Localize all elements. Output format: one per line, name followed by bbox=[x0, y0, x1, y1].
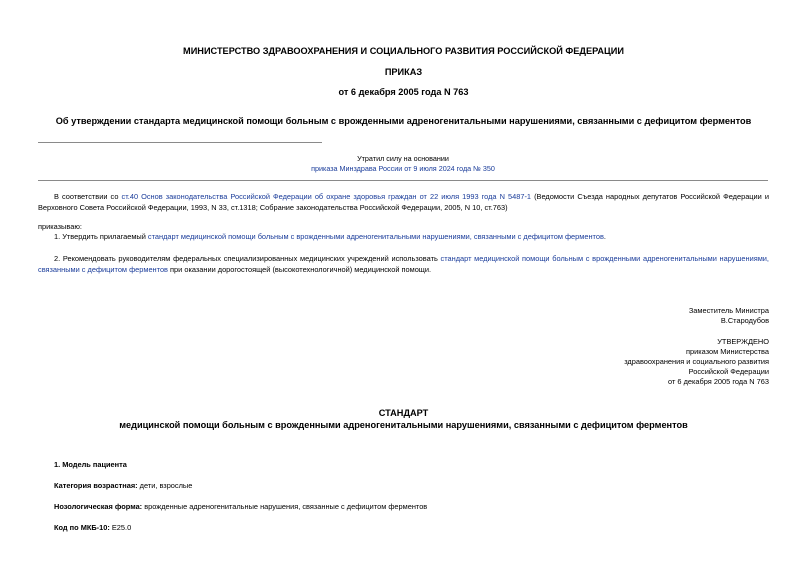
preamble-suffix: (Ведомости Съезда народных депутатов Российской Федерации и Верховного Совета Российской Федерации, 1993, N 33, ст.1318; Собрание законодательства Российской Федерации, 2005, N 10, ст.763) bbox=[38, 192, 769, 212]
age-category-value: дети, взрослые bbox=[137, 481, 193, 490]
approval-line-3: здравоохранения и социального развития bbox=[624, 357, 769, 366]
doc-type-heading: ПРИКАЗ bbox=[384, 67, 423, 77]
item-2-standard-link[interactable]: стандарт медицинской помощи больным с врожденными адреногенитальными нарушениями, связанными с дефицитом ферментов bbox=[38, 254, 769, 274]
approval-line-5: от 6 декабря 2005 года N 763 bbox=[668, 377, 769, 386]
standard-subheading: медицинской помощи больным с врожденными адреногенитальными нарушениями, связанными с дефицитом ферментов bbox=[119, 420, 688, 430]
standard-heading: СТАНДАРТ bbox=[378, 408, 429, 418]
item-1-prefix: 1. Утвердить прилагаемый bbox=[54, 232, 148, 241]
item-2-paragraph bbox=[38, 254, 769, 275]
approval-line-4: Российской Федерации bbox=[688, 367, 769, 376]
patient-model-title: 1. Модель пациента bbox=[54, 460, 127, 469]
order-title: Об утверждении стандарта медицинской помощи больным с врожденными адреногенитальными нарушениями, связанными с дефицитом ферментов bbox=[55, 116, 752, 126]
item-1-standard-link[interactable]: стандарт медицинской помощи больным с врожденными адреногенитальными нарушениями, связанными с дефицитом ферментов bbox=[147, 232, 604, 241]
order-date-number: от 6 декабря 2005 года N 763 bbox=[338, 87, 469, 97]
status-note-text: Утратил силу на основании bbox=[357, 154, 449, 163]
nosological-form-value: врожденные адреногенитальные нарушения, связанные с дефицитом ферментов bbox=[142, 502, 428, 511]
item-2-prefix: 2. Рекомендовать руководителям федеральных специализированных медицинских учреждений использовать bbox=[54, 254, 441, 263]
signature-name: В.Стародубов bbox=[720, 316, 769, 325]
item-1-suffix: . bbox=[603, 232, 606, 241]
icd-code-label: Код по МКБ-10: bbox=[54, 523, 110, 532]
approval-line-1: УТВЕРЖДЕНО bbox=[717, 337, 769, 346]
divider-short bbox=[38, 142, 322, 143]
divider-full bbox=[38, 180, 768, 181]
nosological-form-line bbox=[54, 502, 427, 513]
preamble-paragraph bbox=[38, 192, 769, 213]
preamble-prefix: В соответствии со bbox=[54, 192, 122, 201]
icd-code-line bbox=[54, 523, 131, 534]
ministry-heading: МИНИСТЕРСТВО ЗДРАВООХРАНЕНИЯ И СОЦИАЛЬНОГО РАЗВИТИЯ РОССИЙСКОЙ ФЕДЕРАЦИИ bbox=[183, 46, 624, 56]
item-1-paragraph bbox=[38, 232, 769, 243]
age-category-label: Категория возрастная: bbox=[54, 481, 138, 490]
status-note-link[interactable]: приказа Минздрава России от 9 июля 2024 года № 350 bbox=[311, 164, 495, 173]
signature-position: Заместитель Министра bbox=[688, 306, 769, 315]
preamble-law-link[interactable]: ст.40 Основ законодательства Российской Федерации об охране здоровья граждан от 22 июля 1993 года N 5487-1 bbox=[121, 192, 532, 201]
age-category-line bbox=[54, 481, 192, 492]
nosological-form-label: Нозологическая форма: bbox=[54, 502, 143, 511]
order-word: приказываю: bbox=[38, 222, 82, 231]
item-2-suffix: при оказании дорогостоящей (высокотехнологичной) медицинской помощи. bbox=[167, 264, 432, 274]
icd-code-value: E25.0 bbox=[109, 523, 132, 532]
approval-line-2: приказом Министерства bbox=[686, 347, 769, 356]
